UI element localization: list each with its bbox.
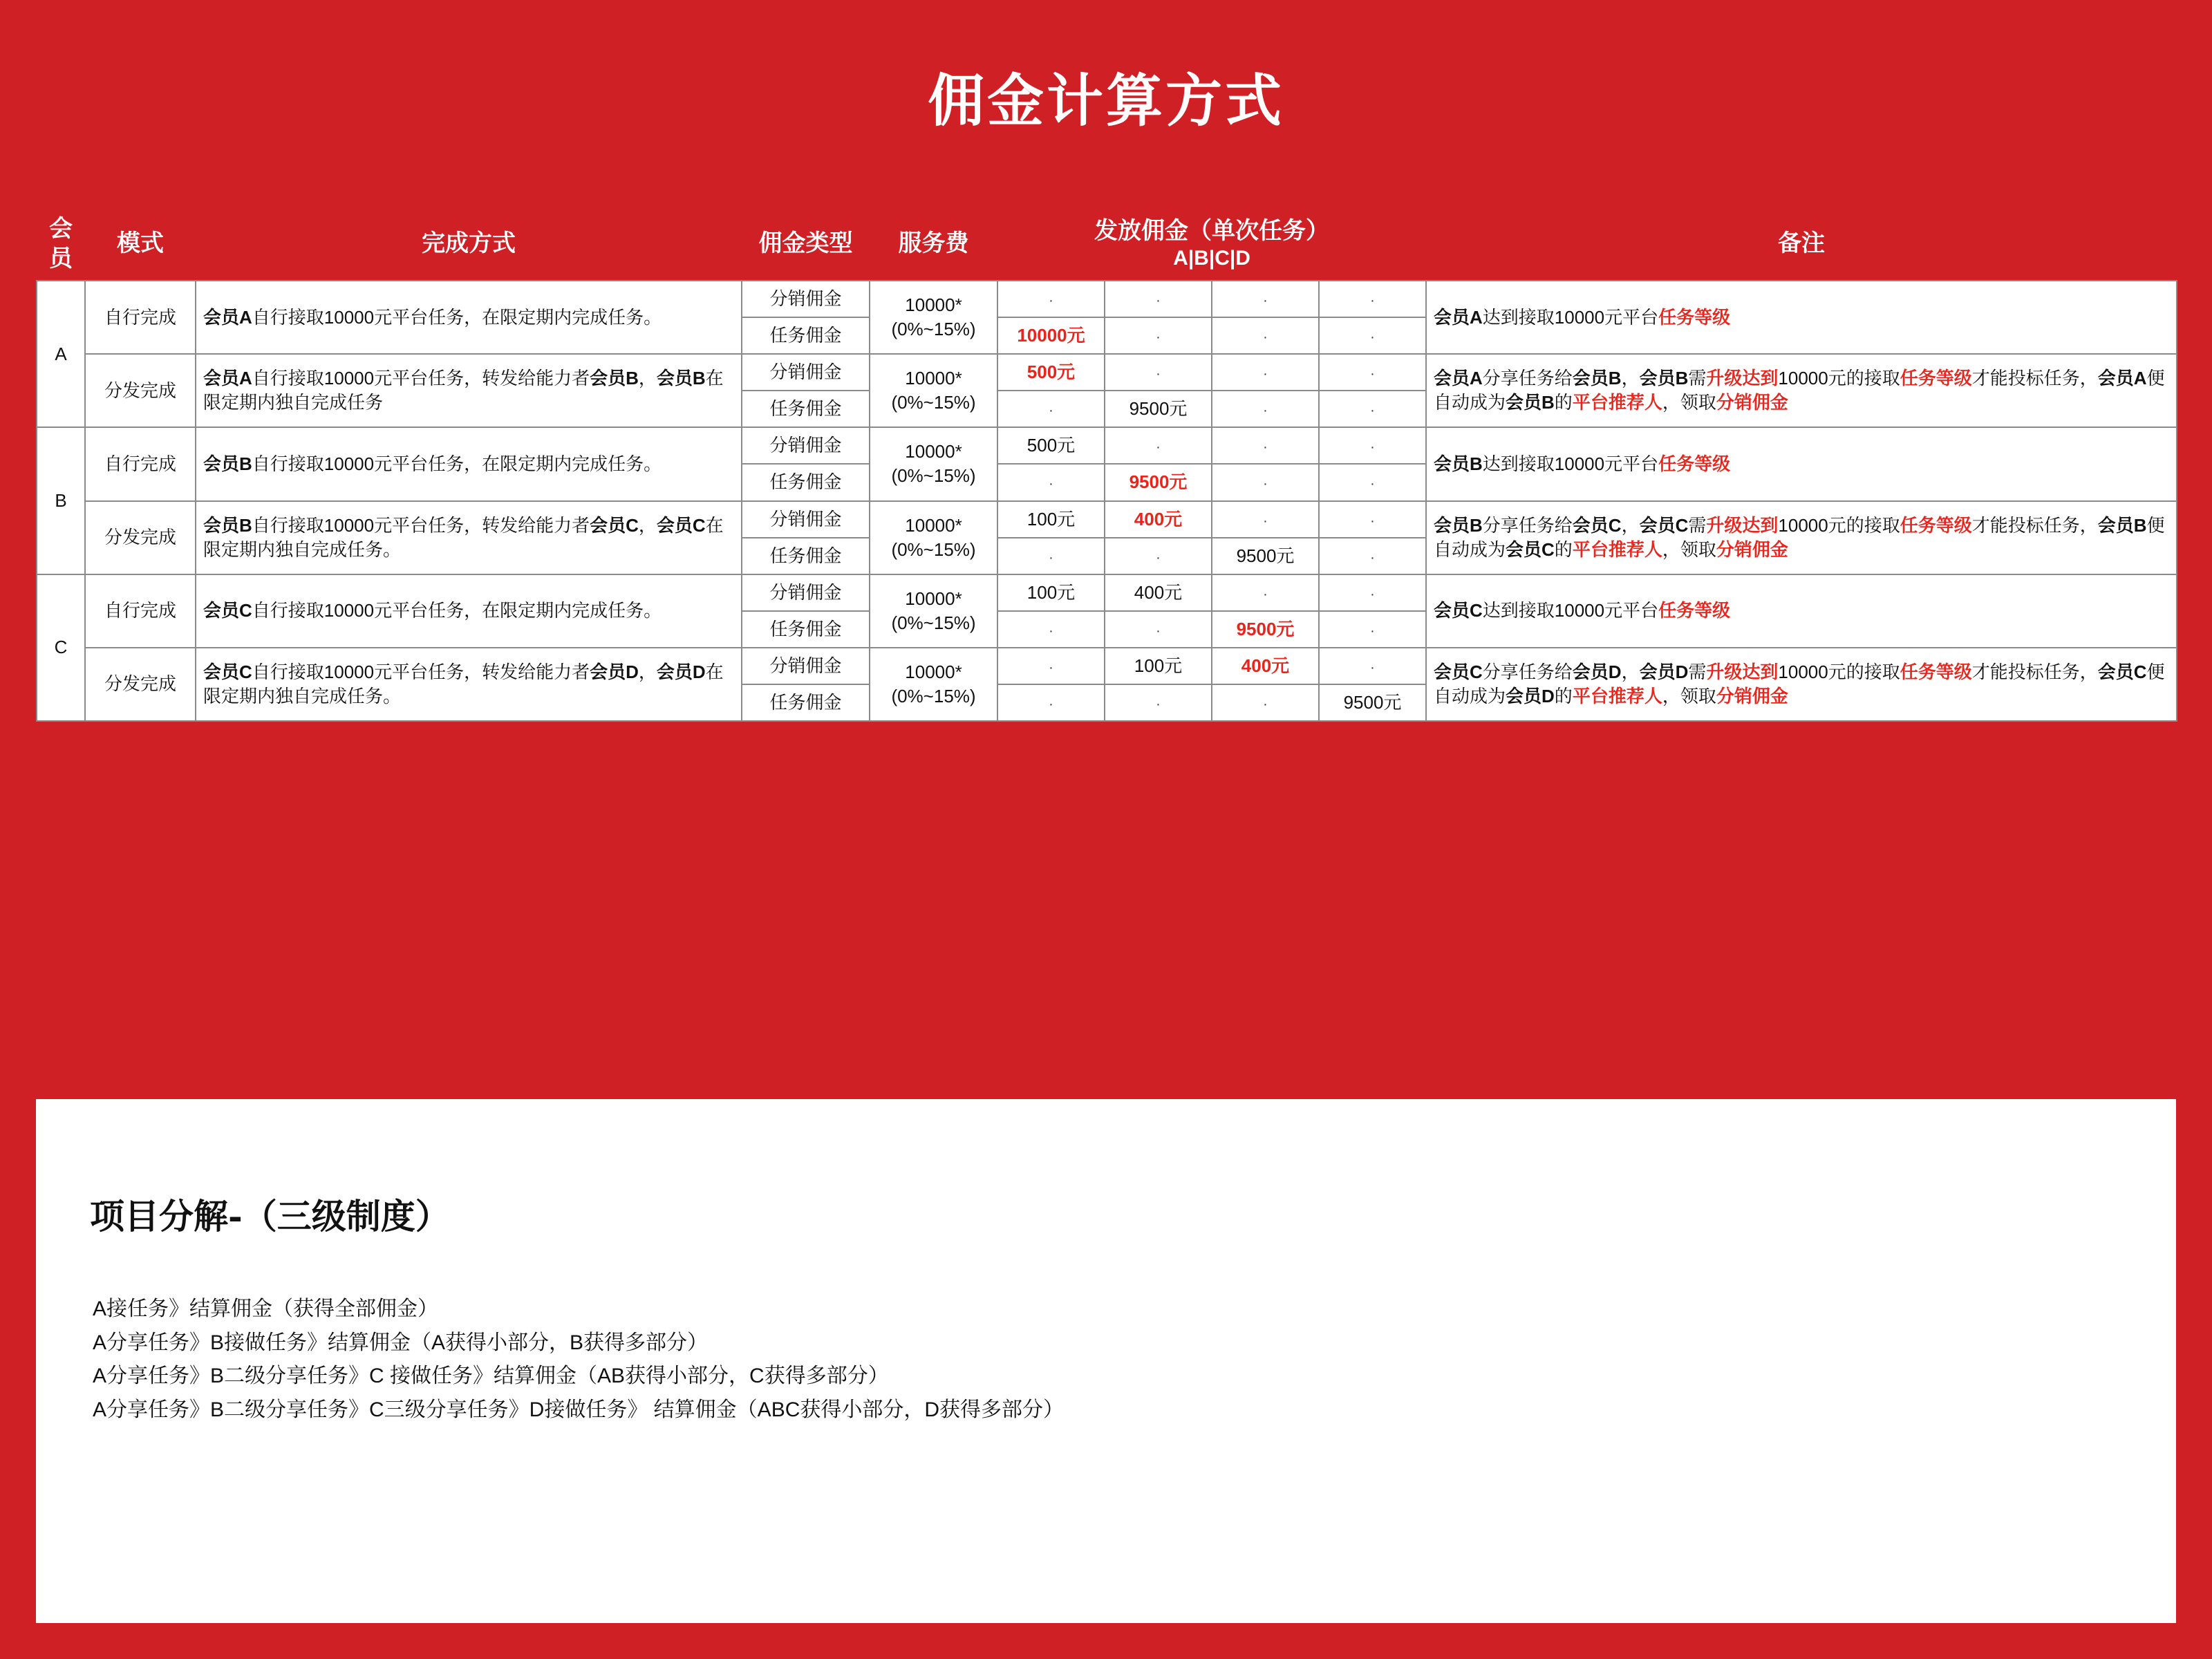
- header-payout: [997, 207, 1426, 281]
- cell-payout-c: ·: [1212, 354, 1319, 391]
- cell-payout-a: 500元: [997, 354, 1105, 391]
- header-payout-sub: A|B|C|D: [1173, 247, 1250, 270]
- note-line: A分享任务》B二级分享任务》C三级分享任务》D接做任务》 结算佣金（ABC获得小部分，D获得多部分）: [93, 1398, 1065, 1421]
- cell-member: B: [37, 427, 85, 574]
- note-line: A接任务》结算佣金（获得全部佣金）: [93, 1297, 439, 1320]
- cell-mode: 自行完成: [85, 427, 196, 500]
- cell-payout-c: ·: [1212, 427, 1319, 464]
- cell-payout-a: 100元: [997, 501, 1105, 538]
- page-title: 佣金计算方式: [927, 68, 1284, 134]
- cell-method: 会员C自行接取10000元平台任务，转发给能力者会员D，会员D在限定期内独自完成任务。: [196, 648, 742, 721]
- table-body: [37, 281, 2177, 721]
- cell-service-fee: 10000* (0%~15%): [870, 427, 997, 500]
- cell-service-fee: 10000* (0%~15%): [870, 281, 997, 354]
- table-row: [37, 648, 2177, 684]
- cell-payout-d: 9500元: [1319, 684, 1426, 721]
- cell-payout-d: ·: [1319, 464, 1426, 500]
- cell-payout-a: ·: [997, 391, 1105, 427]
- cell-remark: 会员A分享任务给会员B，会员B需升级达到10000元的接取任务等级才能投标任务，会员A便自动成为会员B的平台推荐人，领取分销佣金: [1426, 354, 2177, 427]
- cell-service-fee: 10000* (0%~15%): [870, 648, 997, 721]
- cell-payout-c: ·: [1212, 281, 1319, 317]
- commission-table-container: [36, 207, 2176, 722]
- cell-remark: 会员B达到接取10000元平台任务等级: [1426, 427, 2177, 500]
- cell-commission-type: 分销佣金: [742, 648, 870, 684]
- cell-commission-type: 分销佣金: [742, 501, 870, 538]
- table-row: [37, 501, 2177, 538]
- cell-payout-c: 9500元: [1212, 538, 1319, 574]
- cell-payout-a: ·: [997, 611, 1105, 648]
- cell-method: 会员B自行接取10000元平台任务，在限定期内完成任务。: [196, 427, 742, 500]
- cell-payout-c: 400元: [1212, 648, 1319, 684]
- cell-payout-a: ·: [997, 648, 1105, 684]
- cell-commission-type: 分销佣金: [742, 427, 870, 464]
- cell-payout-c: ·: [1212, 684, 1319, 721]
- cell-method: 会员C自行接取10000元平台任务，在限定期内完成任务。: [196, 574, 742, 648]
- cell-method: 会员A自行接取10000元平台任务，转发给能力者会员B，会员B在限定期内独自完成任务: [196, 354, 742, 427]
- cell-payout-b: ·: [1105, 281, 1212, 317]
- cell-payout-d: ·: [1319, 354, 1426, 391]
- cell-remark: 会员A达到接取10000元平台任务等级: [1426, 281, 2177, 354]
- cell-payout-b: ·: [1105, 538, 1212, 574]
- commission-table: [36, 207, 2177, 722]
- cell-method: 会员A自行接取10000元平台任务，在限定期内完成任务。: [196, 281, 742, 354]
- cell-payout-b: 400元: [1105, 501, 1212, 538]
- cell-commission-type: 分销佣金: [742, 354, 870, 391]
- header-mode: 模式: [85, 207, 196, 281]
- cell-payout-d: ·: [1319, 317, 1426, 354]
- header-commission-type: 佣金类型: [742, 207, 870, 281]
- cell-member: C: [37, 574, 85, 721]
- cell-commission-type: 任务佣金: [742, 538, 870, 574]
- header-method: 完成方式: [196, 207, 742, 281]
- header-payout-title: 发放佣金（单次任务）: [1094, 217, 1329, 244]
- cell-service-fee: 10000* (0%~15%): [870, 354, 997, 427]
- table-row: [37, 354, 2177, 391]
- cell-payout-c: ·: [1212, 464, 1319, 500]
- cell-payout-a: ·: [997, 538, 1105, 574]
- cell-commission-type: 任务佣金: [742, 317, 870, 354]
- cell-commission-type: 任务佣金: [742, 464, 870, 500]
- cell-payout-b: ·: [1105, 684, 1212, 721]
- cell-payout-b: ·: [1105, 354, 1212, 391]
- cell-commission-type: 任务佣金: [742, 684, 870, 721]
- cell-payout-a: 100元: [997, 574, 1105, 611]
- cell-payout-d: ·: [1319, 648, 1426, 684]
- cell-payout-d: ·: [1319, 611, 1426, 648]
- cell-payout-b: ·: [1105, 317, 1212, 354]
- cell-payout-d: ·: [1319, 574, 1426, 611]
- cell-payout-c: 9500元: [1212, 611, 1319, 648]
- notes-list: [93, 1293, 1064, 1427]
- cell-payout-a: 500元: [997, 427, 1105, 464]
- cell-mode: 分发完成: [85, 648, 196, 721]
- cell-payout-d: ·: [1319, 501, 1426, 538]
- cell-commission-type: 任务佣金: [742, 611, 870, 648]
- table-row: [37, 574, 2177, 611]
- cell-payout-d: ·: [1319, 538, 1426, 574]
- cell-service-fee: 10000* (0%~15%): [870, 574, 997, 648]
- cell-payout-b: 400元: [1105, 574, 1212, 611]
- cell-commission-type: 分销佣金: [742, 281, 870, 317]
- cell-payout-a: ·: [997, 464, 1105, 500]
- cell-remark: 会员B分享任务给会员C，会员C需升级达到10000元的接取任务等级才能投标任务，会员B便自动成为会员C的平台推荐人，领取分销佣金: [1426, 501, 2177, 574]
- header-member: 会员: [37, 207, 85, 281]
- cell-payout-c: ·: [1212, 501, 1319, 538]
- cell-mode: 自行完成: [85, 281, 196, 354]
- cell-mode: 自行完成: [85, 574, 196, 648]
- cell-payout-a: ·: [997, 684, 1105, 721]
- cell-payout-a: 10000元: [997, 317, 1105, 354]
- cell-payout-b: 9500元: [1105, 391, 1212, 427]
- header-remark: 备注: [1426, 207, 2177, 281]
- table-header-row: [37, 207, 2177, 281]
- cell-mode: 分发完成: [85, 354, 196, 427]
- note-line: A分享任务》B接做任务》结算佣金（A获得小部分，B获得多部分）: [93, 1331, 709, 1354]
- cell-payout-b: 9500元: [1105, 464, 1212, 500]
- cell-remark: 会员C达到接取10000元平台任务等级: [1426, 574, 2177, 648]
- cell-payout-b: ·: [1105, 427, 1212, 464]
- cell-mode: 分发完成: [85, 501, 196, 574]
- cell-payout-b: 100元: [1105, 648, 1212, 684]
- cell-commission-type: 分销佣金: [742, 574, 870, 611]
- section-title: 项目分解-（三级制度）: [90, 1196, 450, 1237]
- cell-payout-a: ·: [997, 281, 1105, 317]
- table-row: [37, 427, 2177, 464]
- cell-member: A: [37, 281, 85, 427]
- cell-payout-c: ·: [1212, 574, 1319, 611]
- table-row: [37, 281, 2177, 317]
- cell-payout-c: ·: [1212, 391, 1319, 427]
- cell-service-fee: 10000* (0%~15%): [870, 501, 997, 574]
- note-line: A分享任务》B二级分享任务》C 接做任务》结算佣金（AB获得小部分，C获得多部分）: [93, 1365, 889, 1388]
- cell-payout-d: ·: [1319, 281, 1426, 317]
- cell-payout-c: ·: [1212, 317, 1319, 354]
- header-service-fee: 服务费: [870, 207, 997, 281]
- title-bar: [0, 0, 2212, 192]
- cell-commission-type: 任务佣金: [742, 391, 870, 427]
- cell-remark: 会员C分享任务给会员D，会员D需升级达到10000元的接取任务等级才能投标任务，会员C便自动成为会员D的平台推荐人，领取分销佣金: [1426, 648, 2177, 721]
- cell-payout-b: ·: [1105, 611, 1212, 648]
- cell-payout-d: ·: [1319, 391, 1426, 427]
- cell-payout-d: ·: [1319, 427, 1426, 464]
- cell-method: 会员B自行接取10000元平台任务，转发给能力者会员C，会员C在限定期内独自完成任务。: [196, 501, 742, 574]
